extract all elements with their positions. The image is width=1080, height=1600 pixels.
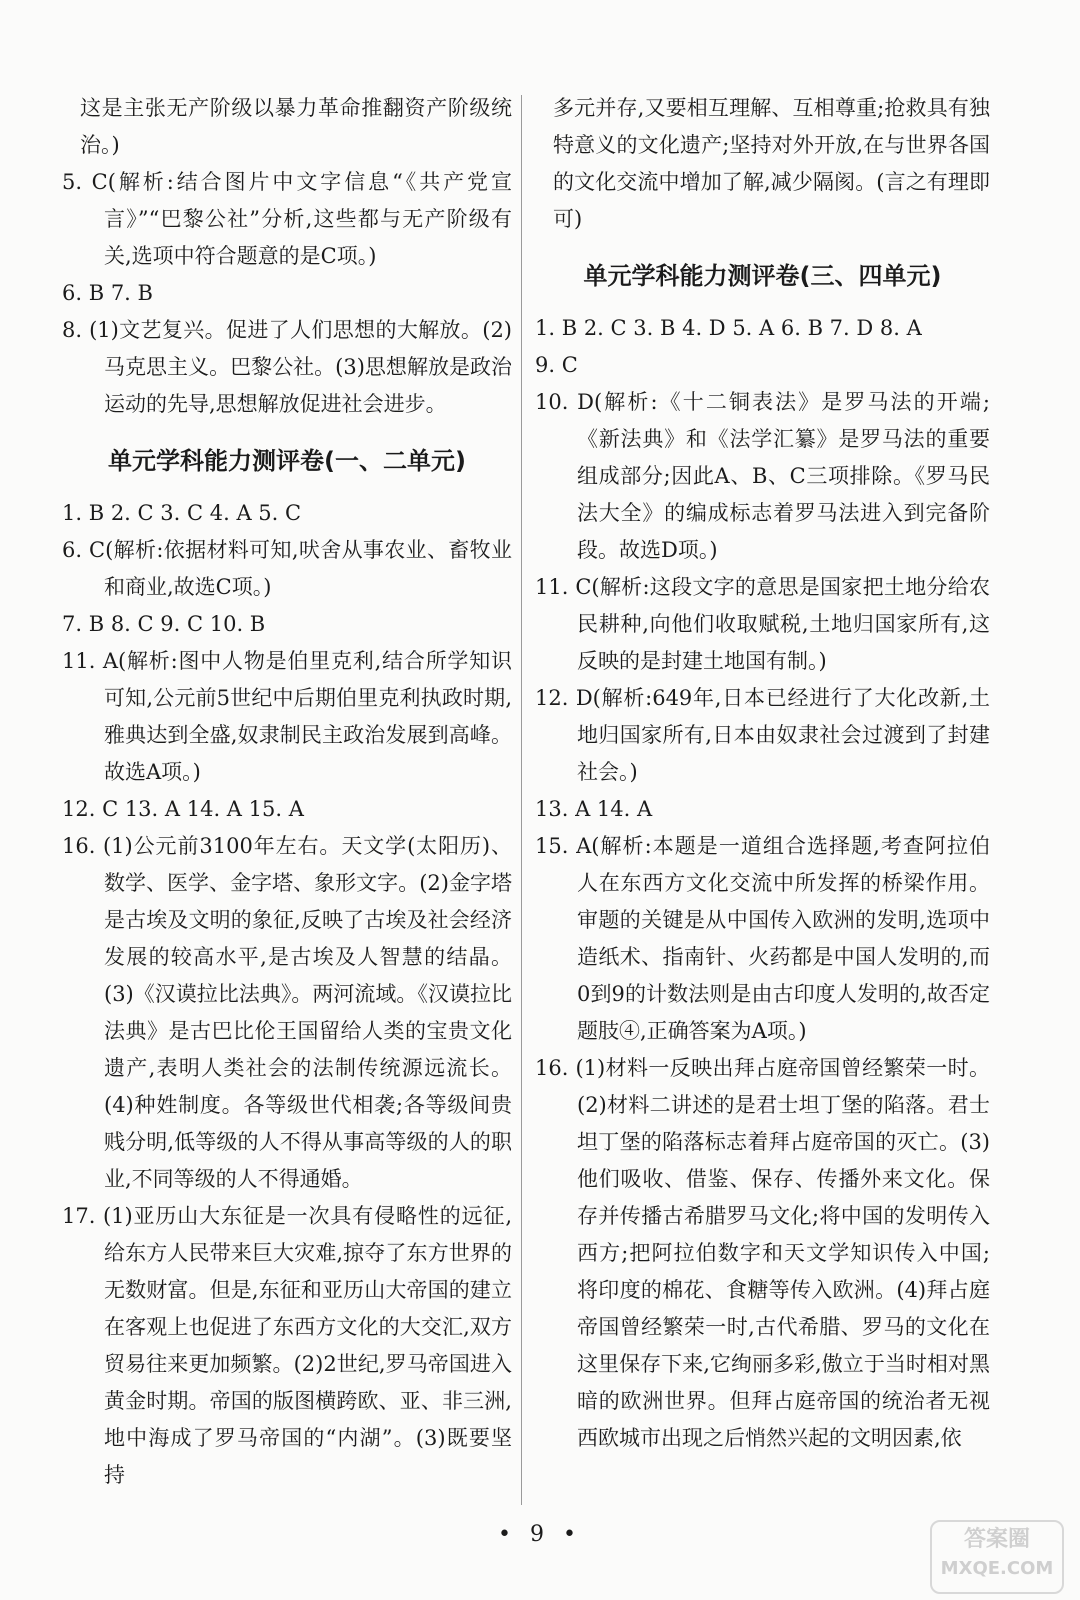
answer-paragraph: 11. A(解析:图中人物是伯里克利,结合所学知识可知,公元前5世纪中后期伯里克利执政时期,雅典达到全盛,奴隶制民主政治发展到高峰。故选A项。) <box>62 649 512 784</box>
answer-paragraph: 12. C 13. A 14. A 15. A <box>62 797 304 821</box>
column-divider <box>521 95 522 1505</box>
answer-paragraph: 16. (1)公元前3100年左右。天文学(太阳历)、数学、医学、金字塔、象形文字。(2)金字塔是古埃及文明的象征,反映了古埃及社会经济发展的较高水平,是古埃及人智慧的结晶。(3)《汉谟拉比法典》。两河流域。《汉谟拉比法典》是古巴比伦王国留给人类的宝贵文化遗产,表明人类社会的法制传统源远流长。(4)种姓制度。各等级世代相袭;各等级间贵贱分明,低等级的人不得从事高等级的人的职业,不同等级的人不得通婚。 <box>62 834 512 1191</box>
answer-paragraph: 17. (1)亚历山大东征是一次具有侵略性的远征,给东方人民带来巨大灾难,掠夺了东方世界的无数财富。但是,东征和亚历山大帝国的建立在客观上也促进了东西方文化的大交汇,双方贸易往来更加频繁。(2)2世纪,罗马帝国进入黄金时期。帝国的版图横跨欧、亚、非三洲,地中海成了罗马帝国的“内湖”。(3)既要坚持 <box>62 1204 512 1487</box>
answer-paragraph: 多元并存,又要相互理解、互相尊重;抢救具有独特意义的文化遗产;坚持对外开放,在与世界各国的文化交流中增加了解,减少隔阂。(言之有理即可) <box>553 96 990 231</box>
page-number: • 9 • <box>498 1522 582 1547</box>
answer-paragraph: 这是主张无产阶级以暴力革命推翻资产阶级统治。) <box>80 96 512 157</box>
left-column <box>62 90 512 1494</box>
section-heading: 单元学科能力测评卷(一、二单元) <box>108 447 466 475</box>
answer-paragraph: 6. C(解析:依据材料可知,吠舍从事农业、畜牧业和商业,故选C项。) <box>62 538 512 599</box>
answer-paragraph: 12. D(解析:649年,日本已经进行了大化改新,土地归国家所有,日本由奴隶社会过渡到了封建社会。) <box>535 686 990 784</box>
watermark-url: MXQE.COM <box>940 1558 1054 1579</box>
answer-paragraph: 1. B 2. C 3. C 4. A 5. C <box>62 501 302 525</box>
answer-paragraph: 1. B 2. C 3. B 4. D 5. A 6. B 7. D 8. A <box>535 316 922 340</box>
watermark-text: 答案圈 <box>963 1527 1030 1552</box>
right-column <box>535 90 990 1457</box>
answer-paragraph: 7. B 8. C 9. C 10. B <box>62 612 266 636</box>
answer-paragraph: 6. B 7. B <box>62 281 153 305</box>
answer-paragraph: 16. (1)材料一反映出拜占庭帝国曾经繁荣一时。(2)材料二讲述的是君士坦丁堡的陷落。君士坦丁堡的陷落标志着拜占庭帝国的灭亡。(3)他们吸收、借鉴、保存、传播外来文化。保存并传播古希腊罗马文化;将中国的发明传入西方;把阿拉伯数字和天文学知识传入中国;将印度的棉花、食糖等传入欧洲。(4)拜占庭帝国曾经繁荣一时,古代希腊、罗马的文化在这里保存下来,它绚丽多彩,傲立于当时相对黑暗的欧洲世界。但拜占庭帝国的统治者无视西欧城市出现之后悄然兴起的文明因素,依 <box>535 1056 990 1450</box>
section-heading: 单元学科能力测评卷(三、四单元) <box>583 262 942 290</box>
answer-paragraph: 5. C(解析:结合图片中文字信息“《共产党宣言》”“巴黎公社”分析,这些都与无产阶级有关,选项中符合题意的是C项。) <box>62 170 512 268</box>
answer-paragraph: 11. C(解析:这段文字的意思是国家把土地分给农民耕种,向他们收取赋税,土地归国家所有,这反映的是封建土地国有制。) <box>535 575 990 673</box>
answer-paragraph: 9. C <box>535 353 578 377</box>
answer-paragraph: 15. A(解析:本题是一道组合选择题,考查阿拉伯人在东西方文化交流中所发挥的桥梁作用。审题的关键是从中国传入欧洲的发明,选项中造纸术、指南针、火药都是中国人发明的,而0到9的计数法则是由古印度人发明的,故否定题肢④,正确答案为A项。) <box>535 834 990 1043</box>
answer-paragraph: 13. A 14. A <box>535 797 653 821</box>
answer-paragraph: 8. (1)文艺复兴。促进了人们思想的大解放。(2)马克思主义。巴黎公社。(3)思想解放是政治运动的先导,思想解放促进社会进步。 <box>62 318 512 416</box>
watermark-logo <box>930 1520 1064 1594</box>
answer-paragraph: 10. D(解析:《十二铜表法》是罗马法的开端;《新法典》和《法学汇纂》是罗马法的重要组成部分;因此A、B、C三项排除。《罗马民法大全》的编成标志着罗马法进入到完备阶段。故选D项。) <box>535 390 990 562</box>
